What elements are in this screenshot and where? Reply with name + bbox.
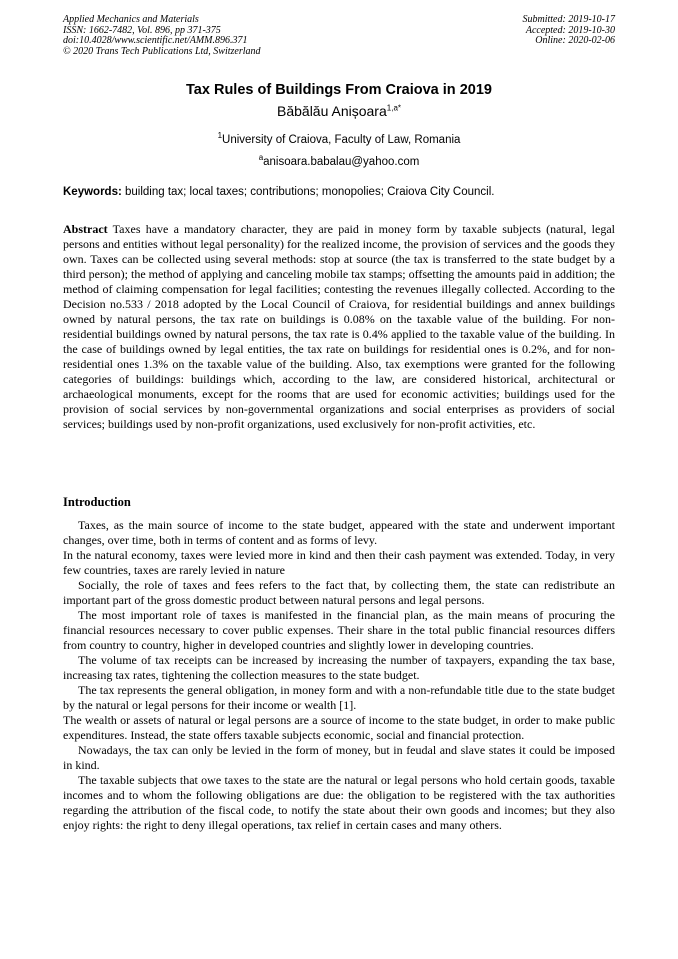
- paragraph: Socially, the role of taxes and fees refers to the fact that, by collecting them, the state can redistribute an important part of the gross domestic product between natural persons and legal persons.: [63, 578, 615, 607]
- author-sup: 1,a*: [386, 103, 401, 113]
- affiliation: [0, 131, 678, 146]
- journal-copyright: © 2020 Trans Tech Publications Ltd, Switzerland: [63, 45, 261, 57]
- author-name: Băbălău Anișoara: [277, 103, 387, 119]
- submitted-date: Submitted: 2019-10-17: [522, 14, 615, 25]
- online-date: Online: 2020-02-06: [535, 35, 615, 47]
- journal-name: Applied Mechanics and Materials: [63, 14, 199, 25]
- paper-title: Tax Rules of Buildings From Craiova in 2019: [186, 82, 492, 98]
- affiliation-sup: 1: [217, 131, 223, 140]
- accepted-date: Accepted: 2019-10-30: [525, 24, 615, 36]
- abstract-label: Abstract: [63, 222, 108, 236]
- email-text: anisoara.babalau@yahoo.com: [263, 155, 420, 168]
- paragraph: The tax represents the general obligation, in money form and with a non-refundable title due to the state budget by the natural or legal persons for their income or wealth [1].: [63, 683, 615, 712]
- affiliation-text: University of Craiova, Faculty of Law, Romania: [222, 133, 461, 146]
- journal-doi: doi:10.4028/www.scientific.net/AMM.896.371: [63, 35, 248, 47]
- introduction-body: [63, 518, 615, 833]
- journal-info: [63, 15, 261, 57]
- author-email: [0, 153, 678, 168]
- author-line: [0, 103, 678, 119]
- paragraph: Nowadays, the tax can only be levied in the form of money, but in feudal and slave states it could be imposed in kind.: [63, 743, 615, 772]
- paragraph: The wealth or assets of natural or legal persons are a source of income to the state budget, in order to make public expenditures. Instead, the state offers taxable subjects economic, social and financial protection.: [63, 713, 615, 742]
- paragraph: Taxes, as the main source of income to the state budget, appeared with the state and underwent important changes, over time, both in terms of content and as forms of levy.: [63, 518, 615, 547]
- journal-issn: ISSN: 1662-7482, Vol. 896, pp 371-375: [63, 24, 221, 36]
- keywords-text: building tax; local taxes; contributions; monopolies; Craiova City Council.: [121, 186, 495, 198]
- keywords: [63, 186, 615, 198]
- keywords-label: Keywords:: [63, 186, 122, 198]
- introduction-heading: Introduction: [63, 495, 131, 509]
- paragraph: In the natural economy, taxes were levied more in kind and then their cash payment was extended. Today, in very few countries, taxes are rarely levied in nature: [63, 548, 615, 577]
- paragraph: The taxable subjects that owe taxes to the state are the natural or legal persons who hold certain goods, taxable incomes and to whom the following obligations are due: the obligation to be registered with the tax authorities regarding the attribution of the fiscal code, to notify the state about their own goods and incomes; but they also enjoy rights: the right to deny illegal operations, tax relief in certain cases and many others.: [63, 773, 615, 832]
- abstract-text: Taxes have a mandatory character, they are paid in money form by taxable subjects (natural, legal persons and entities without legal personality) for the realized income, the provision of services and the goods they own. Taxes can be collected using several methods: stop at source (the tax is transferred to the state budget by a third person); the method of applying and canceling mobile tax stamps; offsetting the amounts paid in addition; the method of claiming compensation for legal facilities; contesting the revenues illegally collected. According to the Decision no.533 / 2018 adopted by the Local Council of Craiova, for residential buildings and annex buildings owned by natural persons, the tax rate on buildings is 0.08% on the taxable value of the building. For non-residential buildings owned by natural persons, the tax rate is 0.4% applied to the taxable value of the building. In the case of buildings owned by legal entities, the tax rate on buildings for residential ones is 0.2%, and for non-residential ones 1.3% on the taxable value of the building. Also, tax exemptions were granted for the following categories of buildings: buildings which, according to the law, are considered historical, architectural or archaeological monuments, except for the rooms that are used for economic activities; buildings used for the provision of social services by non-governmental organizations and social enterprises as providers of social services; buildings used by non-profit organizations, used exclusively for non-profit activities, etc.: [63, 222, 615, 431]
- email-sup: a: [258, 153, 264, 162]
- paragraph: The most important role of taxes is manifested in the financial plan, as the main means of procuring the financial resources necessary to cover public expenses. Their share in the total public financial resources differs from country to country, higher in developed countries and slightly lower in developing countries.: [63, 608, 615, 652]
- abstract: [63, 222, 615, 432]
- submission-dates: [523, 15, 616, 47]
- paragraph: The volume of tax receipts can be increased by increasing the number of taxpayers, expanding the tax base, increasing tax rates, tightening the collection measures to the state budget.: [63, 653, 615, 682]
